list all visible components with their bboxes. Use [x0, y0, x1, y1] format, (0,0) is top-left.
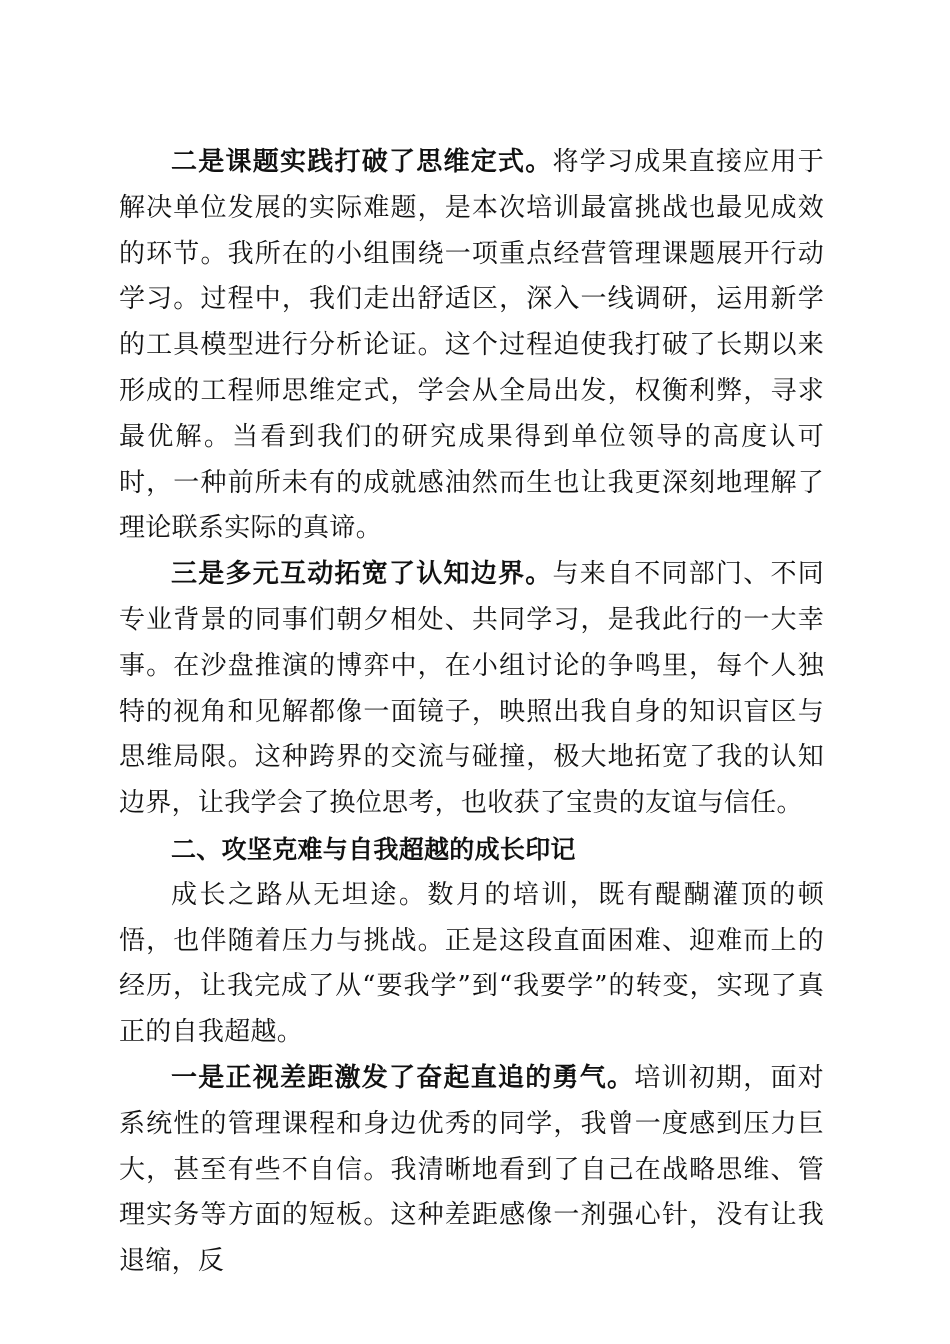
paragraph-lead: 三是多元互动拓宽了认知边界。: [171, 559, 553, 590]
paragraph-interaction: [119, 552, 824, 827]
paragraph-lead: 二是课题实践打破了思维定式。: [171, 147, 553, 177]
paragraph-topic-practice: [119, 140, 824, 552]
paragraph-facing-gap: [119, 1056, 824, 1285]
paragraph-body: 培训初期，面对系统性的管理课程和身边优秀的同学，我曾一度感到压力巨大，甚至有些不自信。我清晰地看到了自己在战略思维、管理实务等方面的短板。这种差距感像一剂强心针，没有让我退缩，反: [119, 1062, 824, 1277]
paragraph-body: 将学习成果直接应用于解决单位发展的实际难题，是本次培训最富挑战也最见成效的环节。我所在的小组围绕一项重点经营管理课题展开行动学习。过程中，我们走出舒适区，深入一线调研，运用新学的工具模型进行分析论证。这个过程迫使我打破了长期以来形成的工程师思维定式，学会从全局出发，权衡利弊，寻求最优解。当看到我们的研究成果得到单位领导的高度认可时，一种前所未有的成就感油然而生也让我更深刻地理解了理论联系实际的真谛。: [119, 147, 824, 544]
paragraph-lead: 一是正视差距激发了奋起直追的勇气。: [171, 1062, 635, 1093]
document-body: [119, 140, 824, 1285]
section-heading: 二、攻坚克难与自我超越的成长印记: [171, 834, 576, 864]
paragraph-body: 与来自不同部门、不同专业背景的同事们朝夕相处、共同学习，是我此行的一大幸事。在沙盘推演的博弈中，在小组讨论的争鸣里，每个人独特的视角和见解都像一面镜子，映照出我自身的知识盲区与思维局限。这种跨界的交流与碰撞，极大地拓宽了我的认知边界，让我学会了换位思考，也收获了宝贵的友谊与信任。: [119, 559, 824, 819]
section-intro-paragraph: 成长之路从无坦途。数月的培训，既有醍醐灌顶的顿悟，也伴随着压力与挑战。正是这段直面困难、迎难而上的经历，让我完成了从“要我学”到“我要学”的转变，实现了真正的自我超越。: [119, 879, 824, 1048]
